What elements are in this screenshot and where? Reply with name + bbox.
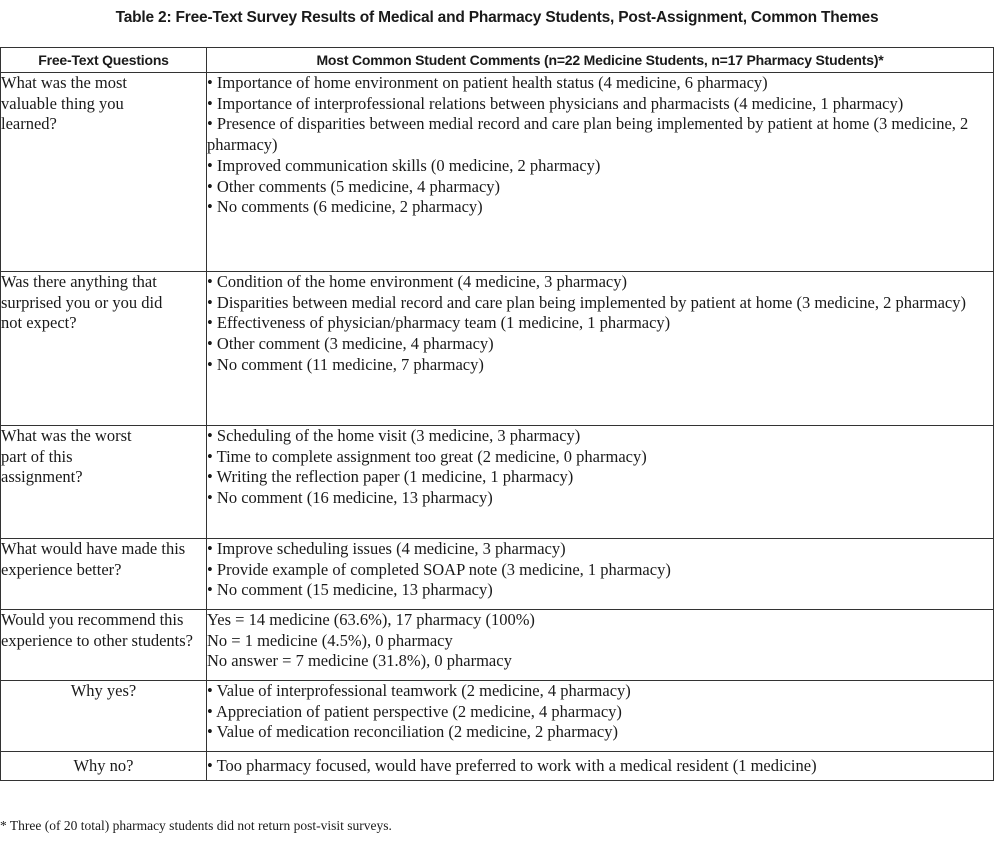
comment-line: • Effectiveness of physician/pharmacy team (1 medicine, 1 pharmacy)	[207, 313, 671, 333]
question-text: What was the most valuable thing you learned?	[1, 73, 128, 134]
comments-cell	[207, 681, 994, 752]
comment-line: • Condition of the home environment (4 medicine, 3 pharmacy)	[207, 272, 628, 291]
comment-line: • Value of medication reconciliation (2 medicine, 2 pharmacy)	[207, 722, 618, 742]
comments-cell	[207, 752, 994, 781]
comment-line: • Disparities between medial record and care plan being implemented by patient at home (3 medicine, 2 pharmacy)	[207, 292, 966, 312]
comment-line: • No comment (15 medicine, 13 pharmacy)	[207, 580, 493, 600]
comment-line: No = 1 medicine (4.5%), 0 pharmacy	[207, 630, 453, 650]
comment-line: • Too pharmacy focused, would have preferred to work with a medical resident (1 medicine)	[207, 756, 817, 775]
table-row	[1, 610, 994, 681]
comment-line: • Time to complete assignment too great (2 medicine, 0 pharmacy)	[207, 446, 647, 466]
comment-line: • Improve scheduling issues (4 medicine, 3 pharmacy)	[207, 539, 566, 558]
table-row	[1, 272, 994, 426]
column-header-questions: Free-Text Questions	[1, 48, 207, 73]
comments-cell	[207, 426, 994, 539]
question-text: Why yes?	[70, 681, 137, 700]
question-text: What would have made this experience better?	[1, 539, 186, 579]
comment-line: • Presence of disparities between medial record and care plan being implemented by patient at home (3 medicine, 2 pharmacy)	[207, 114, 969, 155]
column-header-comments: Most Common Student Comments (n=22 Medicine Students, n=17 Pharmacy Students)*	[207, 48, 994, 73]
comments-cell	[207, 610, 994, 681]
comment-line: • No comments (6 medicine, 2 pharmacy)	[207, 197, 483, 217]
comment-line: • Provide example of completed SOAP note (3 medicine, 1 pharmacy)	[207, 559, 671, 579]
question-cell	[1, 752, 207, 781]
comment-line: No answer = 7 medicine (31.8%), 0 pharmacy	[207, 651, 512, 671]
table-row	[1, 752, 994, 781]
table-row	[1, 426, 994, 539]
comment-line: • No comment (16 medicine, 13 pharmacy)	[207, 488, 493, 508]
table-footnote: * Three (of 20 total) pharmacy students did not return post-visit surveys.	[0, 818, 392, 833]
comments-cell	[207, 272, 994, 426]
comment-line: • Other comments (5 medicine, 4 pharmacy)	[207, 176, 501, 196]
question-text: Was there anything that surprised you or you did not expect?	[1, 272, 163, 333]
question-cell	[1, 681, 207, 752]
question-cell	[1, 73, 207, 272]
table-row	[1, 73, 994, 272]
comment-line: • Value of interprofessional teamwork (2 medicine, 4 pharmacy)	[207, 681, 631, 700]
comment-line: • Scheduling of the home visit (3 medicine, 3 pharmacy)	[207, 426, 581, 445]
question-text: Why no?	[73, 756, 134, 775]
comments-cell	[207, 73, 994, 272]
question-text: What was the worst part of this assignment?	[1, 426, 132, 487]
comment-line: • No comment (11 medicine, 7 pharmacy)	[207, 354, 484, 374]
comments-cell	[207, 539, 994, 610]
comment-line: Yes = 14 medicine (63.6%), 17 pharmacy (100%)	[207, 610, 535, 629]
table-header-row	[1, 48, 994, 73]
comment-line: • Improved communication skills (0 medicine, 2 pharmacy)	[207, 155, 601, 175]
question-cell	[1, 539, 207, 610]
question-cell	[1, 426, 207, 539]
question-cell	[1, 610, 207, 681]
table-row	[1, 681, 994, 752]
table-row	[1, 539, 994, 610]
comment-line: • Importance of interprofessional relations between physicians and pharmacists (4 medicine, 1 pharmacy)	[207, 93, 904, 113]
comment-line: • Appreciation of patient perspective (2 medicine, 4 pharmacy)	[207, 701, 622, 721]
survey-results-table	[0, 47, 994, 781]
comment-line: • Importance of home environment on patient health status (4 medicine, 6 pharmacy)	[207, 73, 768, 92]
table-title: Table 2: Free-Text Survey Results of Medical and Pharmacy Students, Post-Assignment, Common Themes	[115, 9, 879, 26]
comment-line: • Writing the reflection paper (1 medicine, 1 pharmacy)	[207, 467, 574, 487]
question-text: Would you recommend this experience to other students?	[1, 610, 193, 650]
question-cell	[1, 272, 207, 426]
comment-line: • Other comment (3 medicine, 4 pharmacy)	[207, 334, 494, 354]
